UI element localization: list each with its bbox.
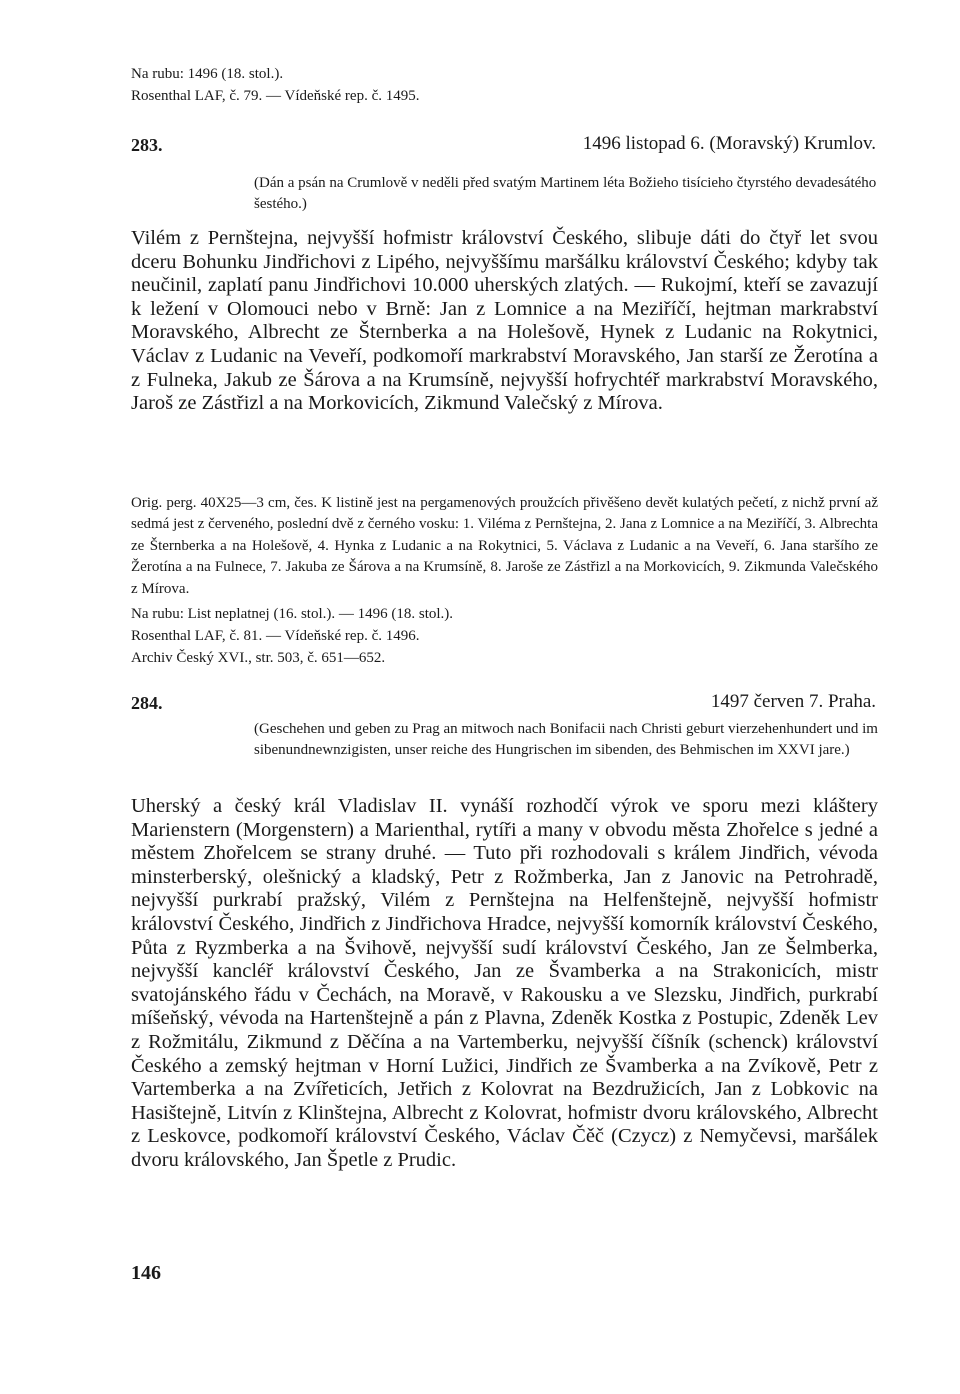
entry-dating-note: (Geschehen und geben zu Prag an mitwoch nach Bonifacii nach Christi geburt vierzehenhundert und im sibenundnewnzigisten, unser reiche des Hungrischen im sibenden, des Behmischen im XXVI jare.): [254, 721, 878, 758]
entry-date: 1497 červen 7. Praha.: [710, 691, 876, 712]
entry-dating-note: (Dán a psán na Crumlově v neděli před svatým Martinem léta Božieho tisícieho čtyrstého devadesátého šestého.): [254, 175, 877, 212]
entry-original-description: Orig. perg. 40X25—3 cm, čes. K listině jest na pergamenových proužcích přivěšeno devět kulatých pečetí, z nichž první až sedmá jest z červeného, poslední dvě z černého vosku: 1. Viléma z Pernštejna, 2. Jana z Lomnice a na Meziříčí, 3. Albrechta ze Šternberka a na Holešově, 4. Hynka z Ludanic a na Rokytnici, 5. Václava z Ludanic a na Veveří, 6. Jana staršího ze Žerotína a na Fulnece, 7. Jakuba ze Šárova a na Krumsíně, 8. Jaroše ze Zástřizl a na Morkovicích, 9. Zikmunda Valečského z Mírova.: [131, 495, 878, 597]
entry-regest-text: Vilém z Pernštejna, nejvyšší hofmistr království Českého, slibuje dáti do čtyř let svou dceru Bohunku Jindřichovi z Lipého, nejvyššímu maršálku království Českého; kdyby tak neučinil, zaplatí panu Jindřichovi 10.000 uherských zlatých. — Rukojmí, kteří se zavazují k ležení v Olomouci nebo v Brně: Jan z Lomnice a na Meziříčí, hejtman markrabství Moravského, Albrecht ze Šternberka a na Holešově, Hynek z Ludanic na Rokytnici, Václav z Ludanic na Veveří, podkomoří markrabství Moravského, Jan starší ze Žerotína a z Fulneka, Jakub ze Šárova a na Krumsíně, nejvyšší hofrychtéř markrabství Moravského, Jaroš ze Zástřizl a na Morkovicích, Zikmund Valečský z Mírova.: [131, 227, 878, 415]
entry-number: 284.: [131, 693, 163, 713]
top-reference-1: Na rubu: 1496 (18. stol.).: [131, 66, 284, 82]
entry-reference-3: Archiv Český XVI., str. 503, č. 651—652.: [131, 650, 386, 666]
entry-number: 283.: [131, 135, 163, 155]
entry-regest-text: Uherský a český král Vladislav II. vynáší rozhodčí výrok ve sporu mezi kláštery Marienstern (Morgenstern) a Marienthal, rytíři a many v obvodu města Zhořelce s jedné a městem Zhořelcem se strany druhé. — Tuto při rozhodovali s králem Jindřich, vévoda minsterberský, olešnický a kladský, Petr z Rožmberka, Jan z Janovic na Petrohradě, nejvyšší purkrabí pražský, Vilém z Pernštejna na Helfenštejně, nejvyšší hofmistr království Českého, Jindřich z Jindřichova Hradce, nejvyšší komorník království Českého, Půta z Ryzmberka a na Švihově, nejvyšší sudí království Českého, Jan ze Šelmberka, nejvyšší kancléř království Českého, Jan ze Švamberka a na Strakonicích, mistr svatojánského řádu v Čechách, na Moravě, v Rakousku a ve Slezsku, Jindřich, purkrabí míšeňský, vévoda na Hartenštejně a pán z Plavna, Zdeněk Kostka z Postupic, Zdeněk Lev z Rožmitálu, Zikmund z Děčína a na Vartemberku, nejvyšší číšník (schenck) království Českého a zemský hejtman v Horní Lužici, Jindřich ze Švamberka a na Zvíkově, Petr z Vartemberka a na Zvířeticích, Jetřich z Kolovrat na Bezdružicích, Jan z Lobkovic na Hasištejně, Litvín z Klinštejna, Albrecht z Kolovrat, hofmistr dvoru královského, Albrecht z Leskovce, podkomoří království Českého, Václav Čěč (Czycz) z Nemyčevsi, maršálek dvoru královského, Jan Špetle z Prudic.: [131, 795, 878, 1171]
entry-date: 1496 listopad 6. (Moravský) Krumlov.: [582, 133, 876, 154]
entry-reference-1: Na rubu: List neplatnej (16. stol.). — 1496 (18. stol.).: [131, 606, 454, 622]
top-reference-2: Rosenthal LAF, č. 79. — Vídeňské rep. č. 1495.: [131, 88, 420, 104]
entry-reference-2: Rosenthal LAF, č. 81. — Vídeňské rep. č. 1496.: [131, 628, 420, 644]
page-number: 146: [131, 1262, 161, 1284]
